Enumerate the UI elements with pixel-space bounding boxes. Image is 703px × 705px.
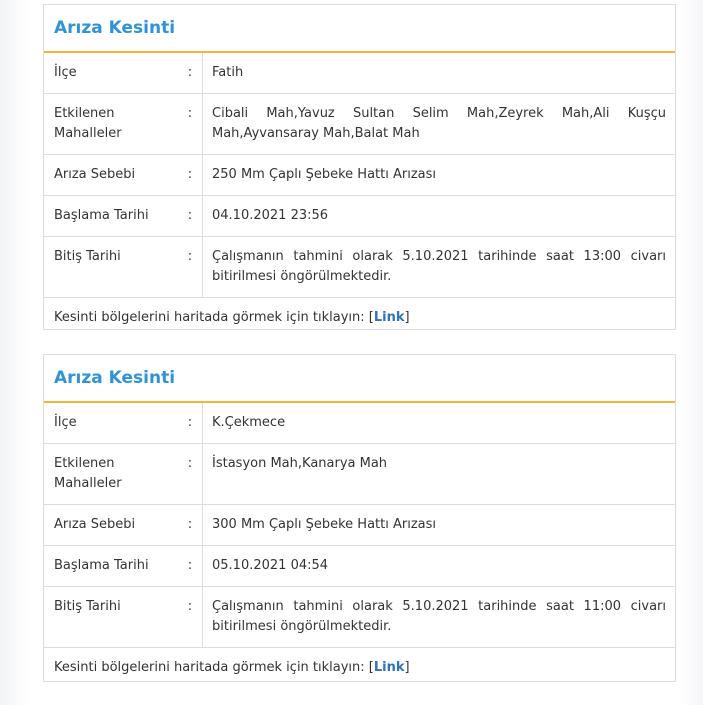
row-colon: : [178, 155, 203, 195]
district-label: İlçe [54, 65, 77, 80]
map-link-row [44, 648, 675, 688]
page-right-shadow [681, 0, 703, 705]
outage-card [43, 4, 676, 330]
row-colon: : [178, 53, 203, 93]
map-link-row [44, 298, 675, 338]
cause-label: Arıza Sebebi [54, 167, 136, 182]
map-link-text: Kesinti bölgelerini haritada görmek için tıklayın: [54, 660, 369, 675]
row-colon: : [178, 94, 203, 154]
district-row [44, 53, 675, 94]
link-bracket-close: ] [404, 660, 410, 675]
district-row [44, 403, 675, 444]
affected-neighborhoods-value: İstasyon Mah,Kanarya Mah [212, 456, 388, 471]
affected-neighborhoods-row [44, 94, 675, 155]
page-left-shadow [0, 0, 30, 705]
end-date-value: Çalışmanın tahmini olarak 5.10.2021 tarihinde saat 13:00 civarı bitirilmesi öngörülmektedir. [212, 249, 666, 284]
link-bracket-close: ] [404, 310, 410, 325]
outage-card-title: Arıza Kesinti [44, 355, 675, 403]
map-link[interactable]: Link [373, 310, 405, 325]
outage-card [43, 354, 676, 682]
district-label: İlçe [54, 415, 77, 430]
affected-neighborhoods-value: Cibali Mah,Yavuz Sultan Selim Mah,Zeyrek Mah,Ali Kuşçu Mah,Ayvansaray Mah,Balat Mah [212, 106, 666, 141]
end-date-label: Bitiş Tarihi [54, 249, 121, 264]
district-value: K.Çekmece [212, 415, 286, 430]
cause-row [44, 155, 675, 196]
affected-neighborhoods-label: Etkilenen Mahalleler [54, 106, 122, 141]
row-colon: : [178, 403, 203, 443]
link-bracket-open: [ [368, 310, 374, 325]
end-date-label: Bitiş Tarihi [54, 599, 121, 614]
row-colon: : [178, 196, 203, 236]
row-colon: : [178, 505, 203, 545]
start-date-row [44, 196, 675, 237]
affected-neighborhoods-row [44, 444, 675, 505]
start-date-label: Başlama Tarihi [54, 558, 149, 573]
map-link[interactable]: Link [373, 660, 405, 675]
row-colon: : [178, 444, 203, 504]
start-date-value: 05.10.2021 04:54 [212, 558, 329, 573]
cause-row [44, 505, 675, 546]
row-colon: : [178, 587, 203, 647]
end-date-row [44, 237, 675, 298]
link-bracket-open: [ [368, 660, 374, 675]
cause-value: 300 Mm Çaplı Şebeke Hattı Arızası [212, 517, 437, 532]
outage-card-title: Arıza Kesinti [44, 5, 675, 53]
start-date-label: Başlama Tarihi [54, 208, 149, 223]
cause-label: Arıza Sebebi [54, 517, 136, 532]
end-date-row [44, 587, 675, 648]
row-colon: : [178, 546, 203, 586]
district-value: Fatih [212, 65, 244, 80]
end-date-value: Çalışmanın tahmini olarak 5.10.2021 tarihinde saat 11:00 civarı bitirilmesi öngörülmektedir. [212, 599, 666, 634]
map-link-text: Kesinti bölgelerini haritada görmek için tıklayın: [54, 310, 369, 325]
cause-value: 250 Mm Çaplı Şebeke Hattı Arızası [212, 167, 437, 182]
affected-neighborhoods-label: Etkilenen Mahalleler [54, 456, 122, 491]
row-colon: : [178, 237, 203, 297]
start-date-row [44, 546, 675, 587]
start-date-value: 04.10.2021 23:56 [212, 208, 329, 223]
